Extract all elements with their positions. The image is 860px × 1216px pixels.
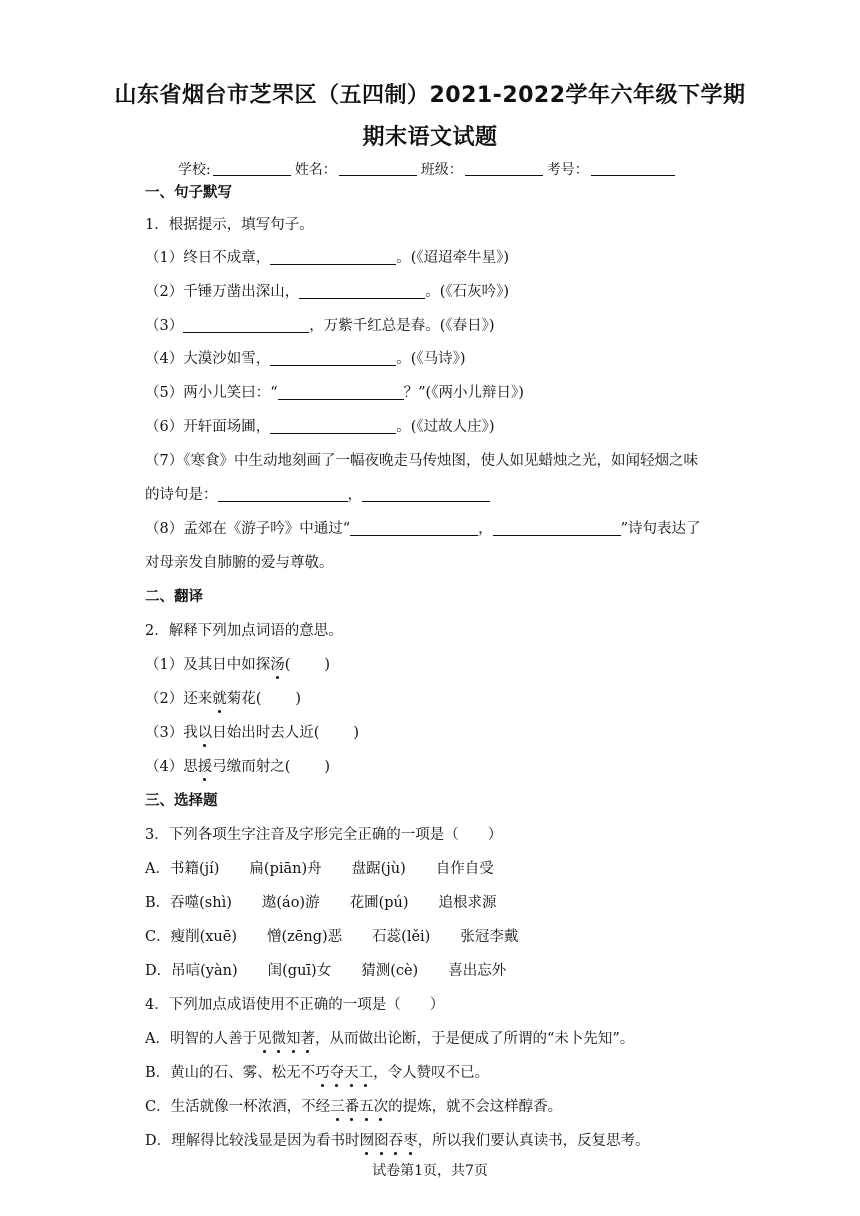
option-text: D．理解得比较浅显是因为看书时 — [145, 1133, 360, 1149]
q1-item-2 — [145, 280, 509, 301]
q1-item-1-source: 。(《迢迢牵牛星》) — [396, 250, 510, 266]
answer-blank — [350, 520, 478, 536]
dotted-word: 以 — [198, 721, 213, 742]
q1-item-6-source: 。(《过故人庄》) — [396, 419, 495, 435]
q2-item-4-rest: 弓缴而射之( — [212, 759, 291, 775]
q1-item-3-text: ，万紫千红总是春。(《春日》) — [309, 318, 495, 334]
q1-item-4-text: （4）大漠沙如雪， — [145, 351, 271, 367]
answer-blank — [299, 283, 425, 299]
dotted-char: 天 — [344, 1061, 359, 1082]
option-text: 闺(guī)女 — [267, 963, 332, 979]
answer-blank — [183, 317, 309, 333]
q1-item-3 — [145, 314, 495, 335]
option-text: C．瘦削(xuē) — [145, 929, 238, 945]
q1-item-4-source: 。(《马诗》) — [396, 351, 466, 367]
q1-item-7-line2 — [145, 483, 490, 504]
q1-item-2-source: 。(《石灰吟》) — [425, 284, 510, 300]
comma: ， — [347, 487, 362, 503]
dotted-word: 就 — [212, 687, 227, 708]
q2-item-3-text: （3）我 — [145, 725, 198, 741]
dotted-char: 著 — [300, 1027, 315, 1048]
q1-item-8-line2: 对母亲发自肺腑的爱与尊敬。 — [145, 555, 334, 571]
q4-option-a — [145, 1027, 634, 1048]
option-text: 的提炼，就不会这样醇香。 — [388, 1099, 563, 1115]
answer-blank — [218, 486, 348, 502]
question-4-stem: 4．下列加点成语使用不正确的一项是（ ） — [145, 997, 445, 1013]
q1-item-1-text: （1）终日不成章， — [145, 250, 271, 266]
q3-option-c — [145, 925, 518, 946]
q1-item-3-label: （3） — [145, 318, 184, 334]
q1-item-8-tail: ”诗句表达了 — [620, 521, 701, 537]
dotted-char: 见 — [257, 1027, 272, 1048]
q2-item-2 — [145, 687, 301, 708]
dotted-word: 汤 — [270, 653, 285, 674]
option-text: 扁(piān)舟 — [249, 861, 322, 877]
option-text: ，所以我们要认真读书，反复思考。 — [417, 1133, 650, 1149]
option-text: 喜出忘外 — [448, 963, 507, 979]
q2-item-2-rest: 菊花( — [226, 691, 262, 707]
option-text: 自作自受 — [435, 861, 494, 877]
paren-open: ( — [284, 657, 291, 673]
answer-blank — [270, 418, 396, 434]
comma: ， — [478, 521, 493, 537]
section-heading-choice: 三、选择题 — [145, 793, 218, 809]
paren-close: ) — [295, 691, 302, 707]
q4-option-c — [145, 1095, 562, 1116]
dotted-char: 吞 — [389, 1129, 404, 1150]
option-text: C．生活就像一杯浓酒，不经 — [145, 1099, 331, 1115]
school-label: 学校: — [178, 162, 211, 178]
answer-blank — [278, 384, 404, 400]
question-2-stem: 2．解释下列加点词语的意思。 — [145, 623, 343, 639]
q3-option-d — [145, 959, 506, 980]
dotted-char: 巧 — [315, 1061, 330, 1082]
dotted-char: 次 — [374, 1095, 389, 1116]
paren-close: ) — [324, 657, 331, 673]
q4-option-b — [145, 1061, 489, 1082]
exam-title-line1: 山东省烟台市芝罘区（五四制）2021-2022学年六年级下学期 — [114, 83, 746, 108]
q1-item-7-line1: （7）《寒食》中生动地刻画了一幅夜晚走马传烛图，使人如见蜡烛之光，如闻轻烟之味 — [145, 453, 698, 469]
q2-item-1 — [145, 653, 330, 674]
exam-no-blank — [591, 161, 675, 176]
dotted-char: 囫 — [360, 1129, 375, 1150]
q1-item-8-line1 — [145, 517, 701, 538]
option-text: ，从而做出论断，于是便成了所谓的“未卜先知”。 — [314, 1031, 635, 1047]
dotted-word: 援 — [198, 755, 213, 776]
dotted-char: 五 — [359, 1095, 374, 1116]
q2-item-3-rest: 日始出时去人近( — [212, 725, 320, 741]
option-text: A．书籍(jí) — [145, 861, 220, 877]
q2-item-4-text: （4）思 — [145, 759, 198, 775]
answer-blank — [270, 249, 396, 265]
q2-item-4 — [145, 755, 330, 776]
option-text: 遨(áo)游 — [261, 895, 320, 911]
option-text: B．吞噬(shì) — [145, 895, 232, 911]
q1-item-6-text: （6）开轩面场圃， — [145, 419, 271, 435]
exam-no-label: 考号： — [546, 162, 589, 178]
school-blank — [213, 161, 291, 176]
option-text: 憎(zēng)恶 — [267, 929, 343, 945]
option-text: 张冠李戴 — [460, 929, 519, 945]
option-text: 石蕊(lěi) — [372, 929, 431, 945]
question-3-stem: 3．下列各项生字注音及字形完全正确的一项是（ ） — [145, 827, 503, 843]
dotted-char: 番 — [345, 1095, 360, 1116]
name-label: 姓名： — [294, 162, 337, 178]
paren-close: ) — [353, 725, 360, 741]
answer-blank — [270, 350, 396, 366]
paren-close: ) — [324, 759, 331, 775]
option-text: B．黄山的石、雾、松无不 — [145, 1065, 316, 1081]
q1-item-5 — [145, 381, 524, 402]
option-text: 花圃(pú) — [349, 895, 409, 911]
option-text: A．明智的人善于 — [145, 1031, 257, 1047]
q1-item-4 — [145, 347, 466, 368]
q4-option-d — [145, 1129, 650, 1150]
exam-title-line2: 期末语文试题 — [362, 125, 498, 150]
answer-blank — [493, 520, 621, 536]
class-blank — [465, 161, 543, 176]
q3-option-b — [145, 891, 497, 912]
q1-item-8-text: （8）孟郊在《游子吟》中通过“ — [145, 521, 351, 537]
option-text: D．吊唁(yàn) — [145, 963, 238, 979]
student-info-row — [178, 159, 679, 179]
q2-item-2-text: （2）还来 — [145, 691, 213, 707]
dotted-char: 枣 — [403, 1129, 418, 1150]
option-text: 追根求源 — [438, 895, 497, 911]
q1-item-1 — [145, 246, 509, 267]
q1-item-6 — [145, 415, 495, 436]
dotted-char: 工 — [359, 1061, 374, 1082]
option-text: 猜测(cè) — [361, 963, 419, 979]
section-heading-translation: 二、翻译 — [145, 589, 203, 605]
answer-blank — [362, 486, 490, 502]
dotted-char: 知 — [286, 1027, 301, 1048]
section-heading-dictation: 一、句子默写 — [145, 185, 232, 201]
option-text: ，令人赞叹不已。 — [373, 1065, 490, 1081]
dotted-char: 夺 — [330, 1061, 345, 1082]
page-footer: 试卷第1页，共7页 — [372, 1163, 488, 1179]
name-blank — [339, 161, 417, 176]
option-text: 盘踞(jù) — [351, 861, 406, 877]
q3-option-a — [145, 857, 494, 878]
q1-item-5-text: （5）两小儿笑曰：“ — [145, 385, 278, 401]
q2-item-1-text: （1）及其日中如探 — [145, 657, 271, 673]
class-label: 班级： — [420, 162, 463, 178]
question-1-stem: 1．根据提示，填写句子。 — [145, 217, 314, 233]
q1-item-2-text: （2）千锤万凿出深山， — [145, 284, 300, 300]
dotted-char: 微 — [271, 1027, 286, 1048]
q1-item-7-text: 的诗句是： — [145, 487, 218, 503]
q1-item-5-source: ？”(《两小儿辩日》) — [403, 385, 524, 401]
dotted-char: 囵 — [374, 1129, 389, 1150]
dotted-char: 三 — [330, 1095, 345, 1116]
q2-item-3 — [145, 721, 359, 742]
